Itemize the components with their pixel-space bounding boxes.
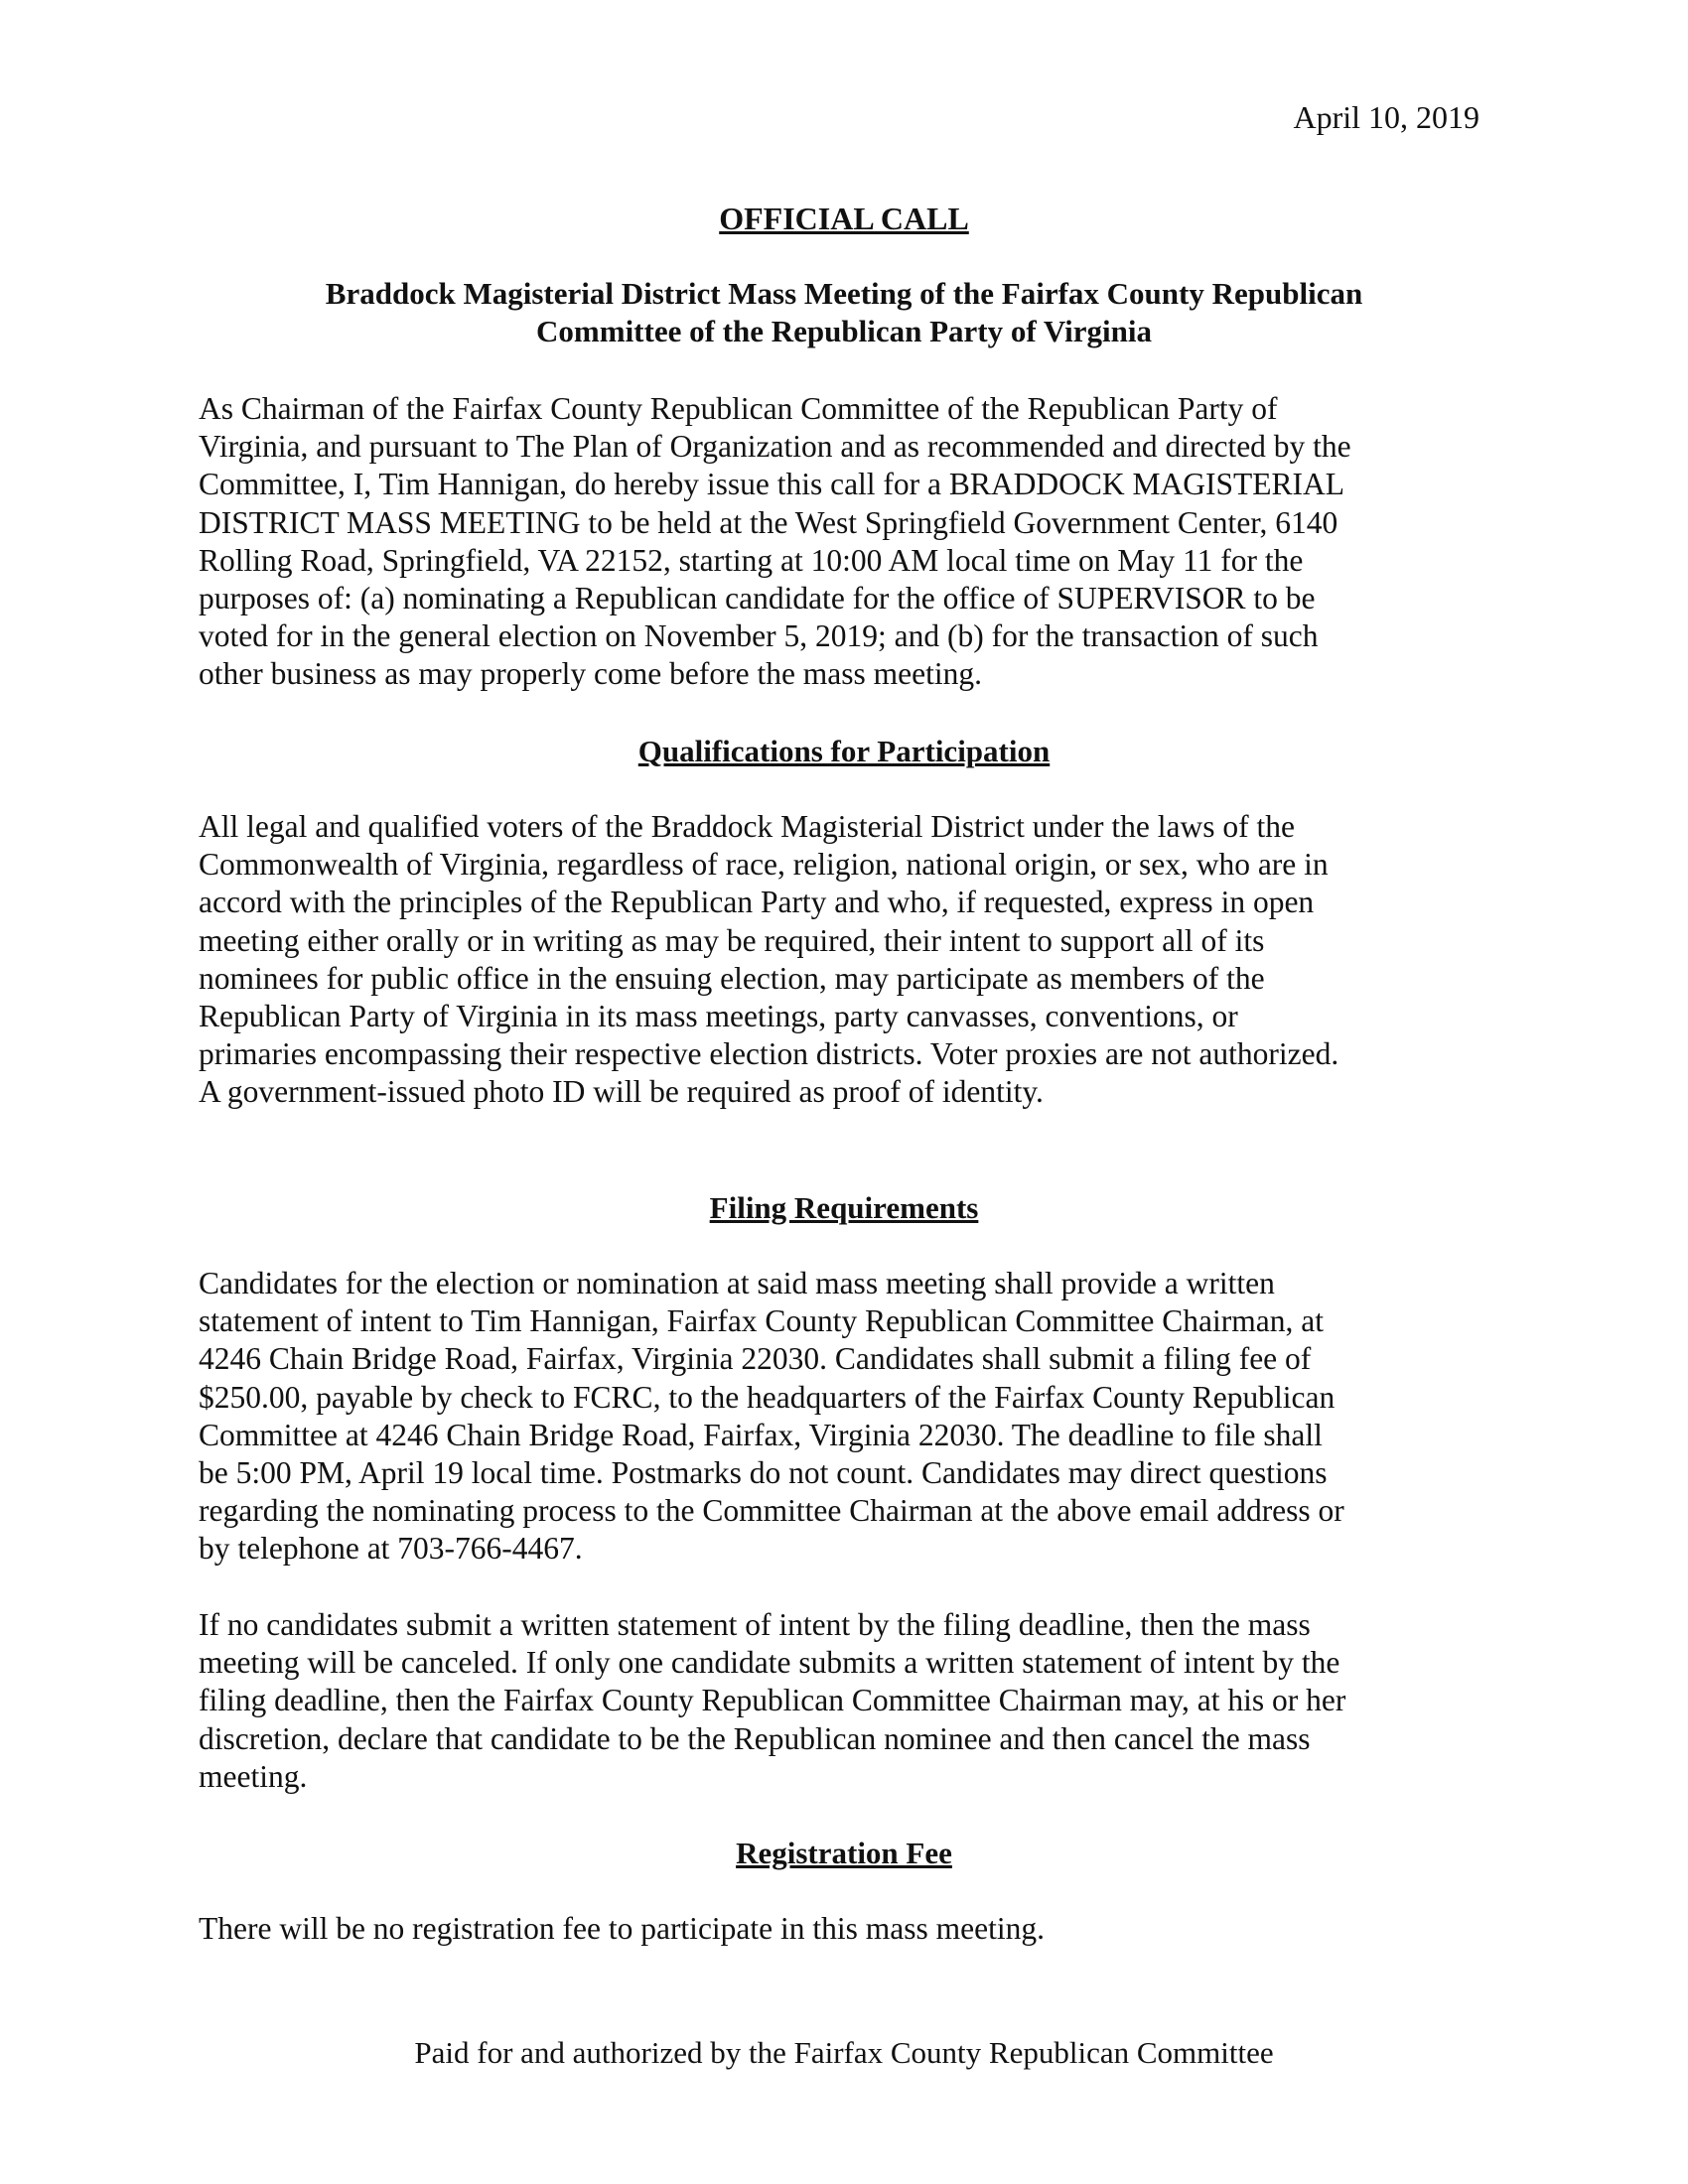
paragraph-line: A government-issued photo ID will be required as proof of identity. <box>199 1074 1044 1110</box>
filing-heading: Filing Requirements <box>709 1190 979 1225</box>
paragraph-line: statement of intent to Tim Hannigan, Fairfax County Republican Committee Chairman, at <box>199 1303 1324 1339</box>
paragraph-line: Virginia, and pursuant to The Plan of Organization and as recommended and directed by the <box>199 429 1351 465</box>
paragraph-line: $250.00, payable by check to FCRC, to the headquarters of the Fairfax County Republican <box>199 1379 1336 1415</box>
paragraph-line: by telephone at 703-766-4467. <box>199 1531 583 1567</box>
paragraph-line: As Chairman of the Fairfax County Republican Committee of the Republican Party of <box>199 391 1278 426</box>
document-subtitle <box>199 275 1489 350</box>
paragraph-line: Commonwealth of Virginia, regardless of race, religion, national origin, or sex, who are in <box>199 847 1329 883</box>
paragraph-line: regarding the nominating process to the Committee Chairman at the above email address or <box>199 1493 1344 1529</box>
document-footer: Paid for and authorized by the Fairfax County Republican Committee <box>414 2035 1274 2070</box>
paragraph-line: voted for in the general election on November 5, 2019; and (b) for the transaction of such <box>199 618 1319 654</box>
document-date: April 10, 2019 <box>1293 99 1479 135</box>
paragraph-line: other business as may properly come before the mass meeting. <box>199 656 983 692</box>
paragraph-line: meeting. <box>199 1758 308 1794</box>
paragraph-line: 4246 Chain Bridge Road, Fairfax, Virginia 22030. Candidates shall submit a filing fee of <box>199 1341 1312 1377</box>
document-title: OFFICIAL CALL <box>719 201 969 236</box>
subtitle-line: Braddock Magisterial District Mass Meeting of the Fairfax County Republican <box>325 276 1363 311</box>
paragraph-line: accord with the principles of the Republican Party and who, if requested, express in open <box>199 885 1315 920</box>
paragraph-line: Republican Party of Virginia in its mass meetings, party canvasses, conventions, or <box>199 999 1238 1034</box>
paragraph-line: nominees for public office in the ensuing election, may participate as members of the <box>199 960 1265 996</box>
registration-paragraph <box>199 1910 1499 1948</box>
paragraph-line: filing deadline, then the Fairfax County Republican Committee Chairman may, at his or her <box>199 1683 1346 1718</box>
paragraph-line: purposes of: (a) nominating a Republican candidate for the office of SUPERVISOR to be <box>199 581 1316 616</box>
registration-heading: Registration Fee <box>736 1836 952 1870</box>
paragraph-line: Rolling Road, Springfield, VA 22152, starting at 10:00 AM local time on May 11 for the <box>199 542 1304 578</box>
paragraph-line: primaries encompassing their respective election districts. Voter proxies are not authorized. <box>199 1036 1339 1072</box>
paragraph-line: All legal and qualified voters of the Braddock Magisterial District under the laws of the <box>199 809 1295 844</box>
paragraph-line: meeting either orally or in writing as may be required, their intent to support all of its <box>199 922 1265 958</box>
subtitle-line: Committee of the Republican Party of Virginia <box>536 314 1152 348</box>
paragraph-line: DISTRICT MASS MEETING to be held at the West Springfield Government Center, 6140 <box>199 504 1338 540</box>
filing-paragraph <box>199 1265 1499 1569</box>
paragraph-line: There will be no registration fee to participate in this mass meeting. <box>199 1911 1045 1946</box>
qualifications-paragraph <box>199 808 1499 1112</box>
paragraph-line: Committee, I, Tim Hannigan, do hereby issue this call for a BRADDOCK MAGISTERIAL <box>199 467 1345 502</box>
paragraph-line: If no candidates submit a written statement of intent by the filing deadline, then the mass <box>199 1607 1311 1642</box>
paragraph-line: Committee at 4246 Chain Bridge Road, Fairfax, Virginia 22030. The deadline to file shall <box>199 1417 1323 1452</box>
document-body <box>199 0 1489 2184</box>
paragraph-line: meeting will be canceled. If only one candidate submits a written statement of intent by the <box>199 1645 1340 1681</box>
cancellation-paragraph <box>199 1606 1499 1796</box>
paragraph-line: be 5:00 PM, April 19 local time. Postmarks do not count. Candidates may direct questions <box>199 1455 1328 1491</box>
qualifications-heading: Qualifications for Participation <box>637 734 1051 768</box>
intro-paragraph <box>199 390 1499 694</box>
paragraph-line: Candidates for the election or nomination at said mass meeting shall provide a written <box>199 1266 1275 1300</box>
paragraph-line: discretion, declare that candidate to be the Republican nominee and then cancel the mass <box>199 1720 1311 1756</box>
